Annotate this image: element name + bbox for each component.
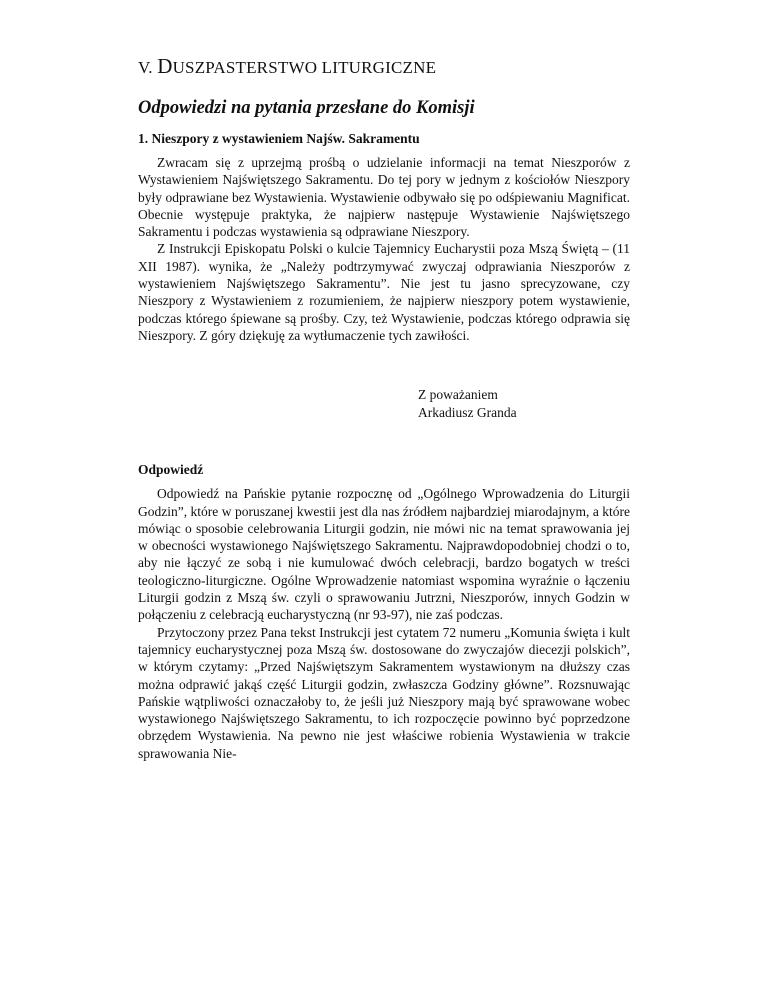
answer-paragraph-2: Przytoczony przez Pana tekst Instrukcji jest cytatem 72 numeru „Komunia święta i kult tajemnicy eucharystycznej poza Mszą św. dostosowane do zwyczajów diecezji polskich”, w którym czytamy: „Przed Najświętszym Sakramentem wystawionym na dłuższy czas można odprawić jakąś część Liturgii godzin, zwłaszcza Godziny główne”. Rozsnuwając Pańskie wątpliwości oznaczałoby to, że jeśli już Nieszpory mają być sprawowane wobec wystawionego Najświętszego Sakramentu, to ich rozpoczęcie powinno być poprzedzone obrzędem Wystawienia. Na pewno nie jest właściwe robienia Wystawienia w trakcie sprawowania Nie- — [138, 624, 630, 761]
signature-block — [418, 386, 630, 421]
question-paragraph-2: Z Instrukcji Episkopatu Polski o kulcie Tajemnicy Eucharystii poza Mszą Świętą – (11 XII 1987). wynika, że „Należy podtrzymywać zwyczaj odprawiania Nieszporów z wystawieniem Najświętszego Sakramentu”. Nie jest tu jasno sprecyzowane, czy Nieszpory z Wystawieniem z rozumieniem, że najpierw nieszpory potem wystawienie, podczas którego śpiewane są prośby. Czy, też Wystawienie, podczas którego odprawia się Nieszpory. Z góry dziękuję za wytłumaczenie tych zawiłości. — [138, 241, 630, 343]
question-paragraph-1: Zwracam się z uprzejmą prośbą o udzielanie informacji na temat Nieszporów z Wystawieniem Najświętszego Sakramentu. Do tej pory w jednym z kościołów Nieszpory były odprawiane bez Wystawienia. Wystawienie odbywało się po odśpiewaniu Magnificat. Obecnie występuje praktyka, że najpierw następuje Wystawienie Najświętszego Sakramentu i podczas wystawienia są odprawiane Nieszpory. — [138, 155, 630, 240]
document-subtitle: Odpowiedzi na pytania przesłane do Komisji — [138, 98, 475, 118]
answer-paragraph-1: Odpowiedź na Pańskie pytanie rozpocznę od „Ogólnego Wprowadzenia do Liturgii Godzin”, które w poruszanej kwestii jest dla nas źródłem najbardziej miarodajnym, a które mówiąc o sposobie celebrowania Liturgii godzin, nie mówi nic na temat sprawowania jej w obecności wystawionego Najświętszego Sakramentu. Najprawdopodobniej chodzi o to, aby nie łączyć ze sobą i nie kumulować dwóch celebracji, bardzo bogatych w treści teologiczno-liturgiczne. Ogólne Wprowadzenie natomiast wspomina wyraźnie o łączeniu Liturgii godzin z Mszą św. czyli o sprawowaniu Jutrzni, Nieszporów, innych Godzin w połączeniu z celebracją eucharystyczną (nr 93-97), nie zaś podczas. — [138, 486, 630, 623]
chapter-title — [138, 54, 630, 80]
chapter-first-letter: D — [157, 54, 173, 78]
signature-closing: Z poważaniem — [418, 387, 498, 403]
signature-name: Arkadiusz Granda — [418, 404, 517, 420]
chapter-numeral: V. — [138, 58, 158, 77]
document-page — [138, 54, 630, 762]
chapter-title-rest: USZPASTERSTWO LITURGICZNE — [172, 58, 437, 77]
answer-heading: Odpowiedź — [138, 462, 204, 478]
section-heading: 1. Nieszpory z wystawieniem Najśw. Sakramentu — [138, 131, 420, 146]
